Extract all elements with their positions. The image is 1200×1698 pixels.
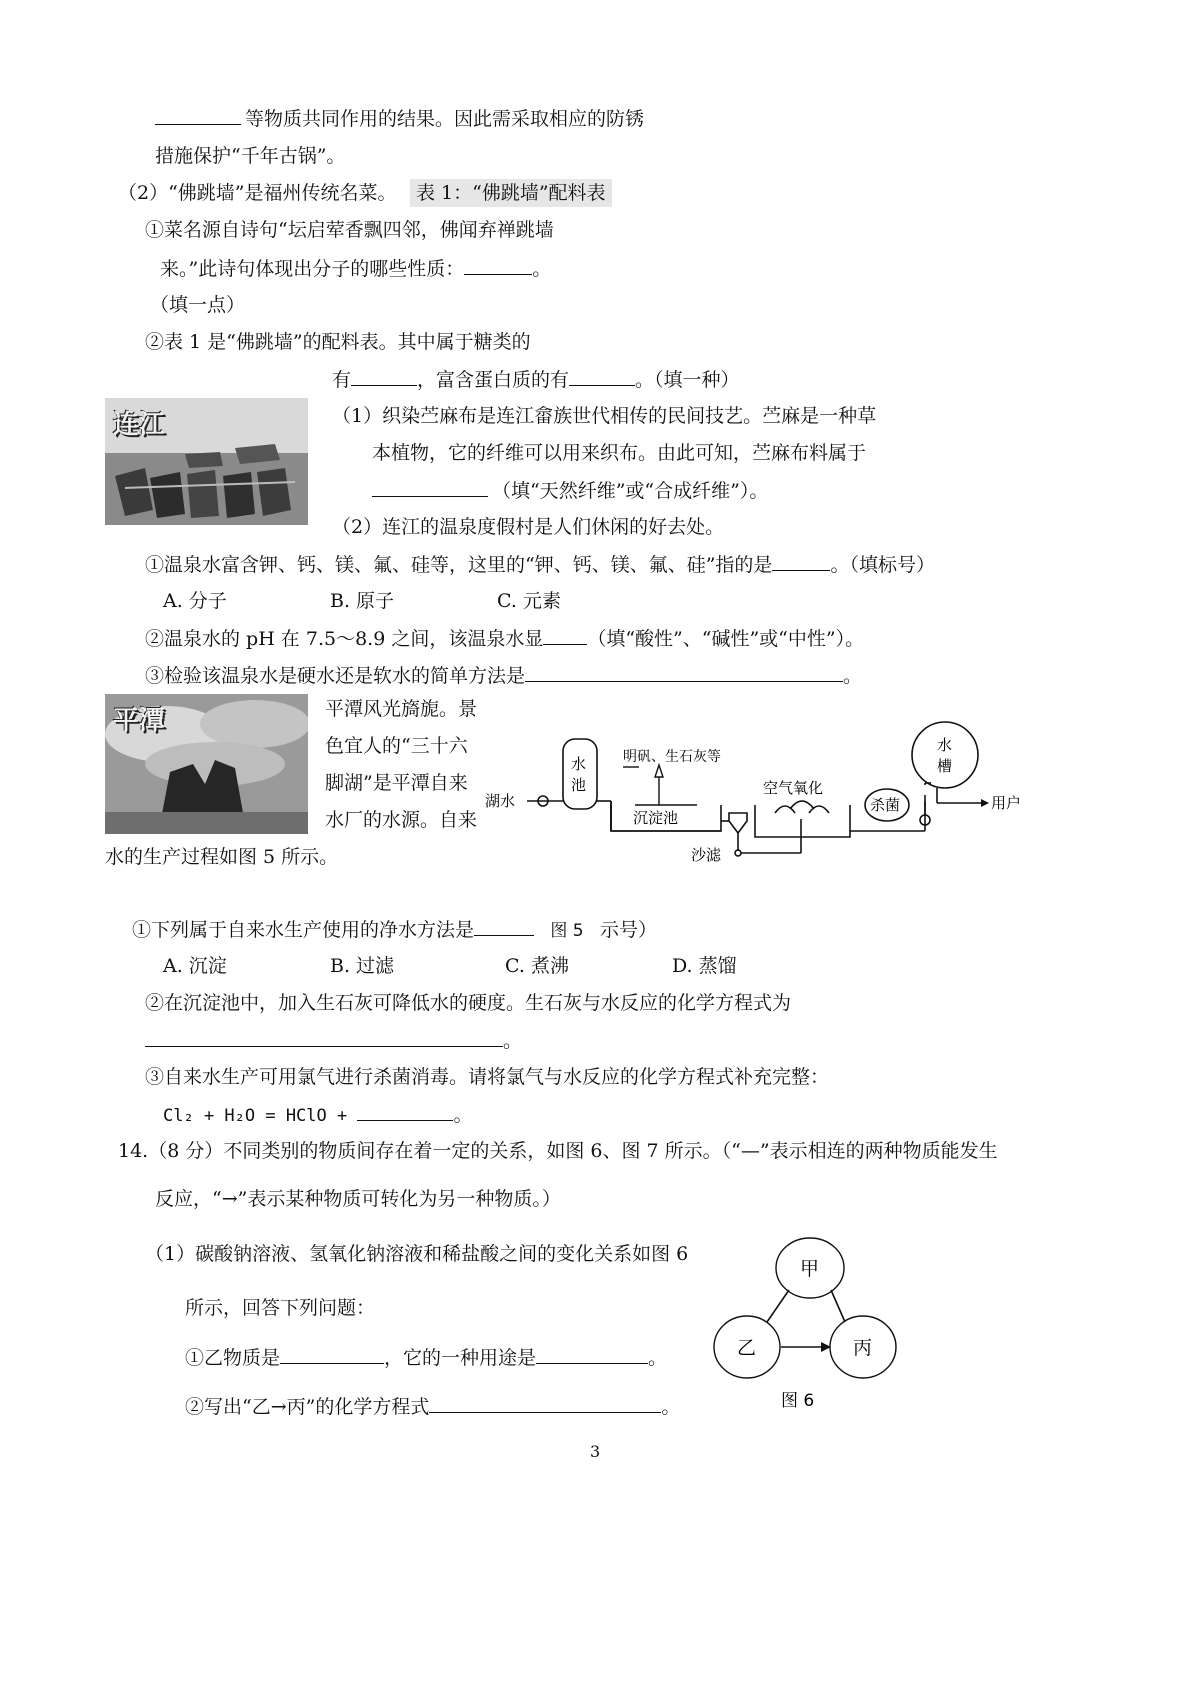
relation-diagram xyxy=(705,1232,915,1412)
text-line: 措施保护“千年古锅”。 xyxy=(155,145,346,167)
photo-label: 连江 xyxy=(113,410,166,440)
answer-blank[interactable] xyxy=(543,626,587,645)
lianjiang-photo xyxy=(105,398,308,525)
text-line: ①菜名源自诗句“坛启荤香飘四邻，佛闻弃禅跳墙 xyxy=(145,219,554,241)
photo-label: 平潭 xyxy=(113,706,166,736)
text-line: 反应，“→”表示某种物质可转化为另一种物质。） xyxy=(155,1188,561,1210)
node-jia: 甲 xyxy=(800,1258,820,1280)
text-line: ③检验该温泉水是硬水还是软水的简单方法是 。 xyxy=(145,665,863,687)
text-line: 来。”此诗句体现出分子的哪些性质： 。 xyxy=(160,258,552,280)
option-c: C. 元素 xyxy=(497,590,561,612)
label-tank-1: 水 xyxy=(937,736,953,754)
label-user: 用户 xyxy=(991,794,1022,812)
label-tank-2: 槽 xyxy=(937,757,953,775)
table-caption: 表 1：“佛跳墙”配料表 xyxy=(410,179,612,207)
answer-blank[interactable] xyxy=(525,663,843,682)
text-line: 平潭风光旖旎。景 xyxy=(325,698,478,720)
text-line: （1）织染苎麻布是连江畲族世代相传的民间技艺。苎麻是一种草 xyxy=(332,405,877,427)
answer-blank[interactable] xyxy=(474,917,534,936)
link-jia-yi xyxy=(767,1290,789,1322)
option-b: B. 原子 xyxy=(330,590,395,612)
text-line: ①温泉水富含钾、钙、镁、氟、硅等，这里的“钾、钙、镁、氟、硅”指的是 。（填标号） xyxy=(145,554,935,576)
text-line: （填“天然纤维”或“合成纤维”）。 xyxy=(372,478,768,503)
text-line: 。 xyxy=(145,1028,522,1053)
text-line: ③自来水生产可用氯气进行杀菌消毒。请将氯气与水反应的化学方程式补充完整： xyxy=(145,1066,830,1088)
answer-blank[interactable] xyxy=(569,367,635,386)
page-number: 3 xyxy=(590,1442,601,1461)
option-b: B. 过滤 xyxy=(330,955,395,977)
option-a: A. 沉淀 xyxy=(163,955,227,977)
answer-blank[interactable] xyxy=(372,478,488,497)
text-line: 水厂的水源。自来 xyxy=(325,809,478,831)
label-lake: 湖水 xyxy=(485,792,516,810)
figure-6-caption: 图 6 xyxy=(781,1391,815,1411)
text-line: （填一点） xyxy=(150,294,246,316)
node-yi: 乙 xyxy=(737,1337,757,1359)
text-line: 等物质共同作用的结果。因此需采取相应的防锈 xyxy=(155,106,644,131)
text-line: ①乙物质是 ，它的一种用途是 。 xyxy=(185,1347,668,1369)
text-line: 所示，回答下列问题： xyxy=(185,1297,376,1319)
label-air: 空气氧化 xyxy=(763,779,824,797)
label-sterilize: 杀菌 xyxy=(870,796,901,814)
water-treatment-diagram xyxy=(485,705,1045,865)
label-sand: 沙滤 xyxy=(691,846,722,864)
answer-blank[interactable] xyxy=(351,367,417,386)
option-c: C. 煮沸 xyxy=(505,955,569,977)
text-line: ②表 1 是“佛跳墙”的配料表。其中属于糖类的 xyxy=(145,331,531,353)
text-line: ②在沉淀池中，加入生石灰可降低水的硬度。生石灰与水反应的化学方程式为 xyxy=(145,992,792,1014)
text-line: 有 ，富含蛋白质的有 。（填一种） xyxy=(332,369,740,391)
text-line: 脚湖”是平潭自来 xyxy=(325,772,468,794)
answer-blank[interactable] xyxy=(280,1345,384,1364)
text-line: （2）连江的温泉度假村是人们休闲的好去处。 xyxy=(332,516,725,538)
option-d: D. 蒸馏 xyxy=(672,955,737,977)
answer-blank[interactable] xyxy=(464,256,532,275)
answer-blank[interactable] xyxy=(536,1345,648,1364)
answer-blank[interactable] xyxy=(145,1028,503,1047)
node-bing: 丙 xyxy=(853,1337,873,1359)
answer-blank[interactable] xyxy=(429,1394,661,1413)
pingtan-photo xyxy=(105,694,308,834)
text-line: ②温泉水的 pH 在 7.5～8.9 之间，该温泉水显 （填“酸性”、“碱性”或“中性”）。 xyxy=(145,628,865,650)
label-settle: 沉淀池 xyxy=(633,809,679,827)
label-additives: 明矾、生石灰等 xyxy=(623,749,721,765)
option-a: A. 分子 xyxy=(163,590,227,612)
text-line: ①下列属于自来水生产使用的净水方法是 图 5 示号） xyxy=(132,919,658,941)
text-line: 水的生产过程如图 5 所示。 xyxy=(105,846,339,868)
label-pool-2: 池 xyxy=(571,776,587,794)
text-line: ②写出“乙→丙”的化学方程式 。 xyxy=(185,1396,681,1418)
answer-blank[interactable] xyxy=(772,552,830,571)
text-line: 本植物，它的纤维可以用来织布。由此可知，苎麻布料属于 xyxy=(372,442,867,464)
equation-line: Cl₂ + H₂O = HClO + 。 xyxy=(163,1104,473,1126)
answer-blank[interactable] xyxy=(357,1102,453,1121)
answer-blank[interactable] xyxy=(155,106,241,125)
link-jia-bing xyxy=(831,1290,845,1322)
question-14: 14.（8 分）不同类别的物质间存在着一定的关系，如图 6、图 7 所示。（“—”表示相连的两种物质能发生 xyxy=(118,1140,998,1162)
question-part-2: （2）“佛跳墙”是福州传统名菜。 xyxy=(118,182,397,204)
text-line: 色宜人的“三十六 xyxy=(325,735,468,757)
text-line: （1）碳酸钠溶液、氢氧化钠溶液和稀盐酸之间的变化关系如图 6 xyxy=(145,1243,689,1265)
label-pool-1: 水 xyxy=(571,755,587,773)
figure-5-caption: 图 5 xyxy=(550,921,584,941)
